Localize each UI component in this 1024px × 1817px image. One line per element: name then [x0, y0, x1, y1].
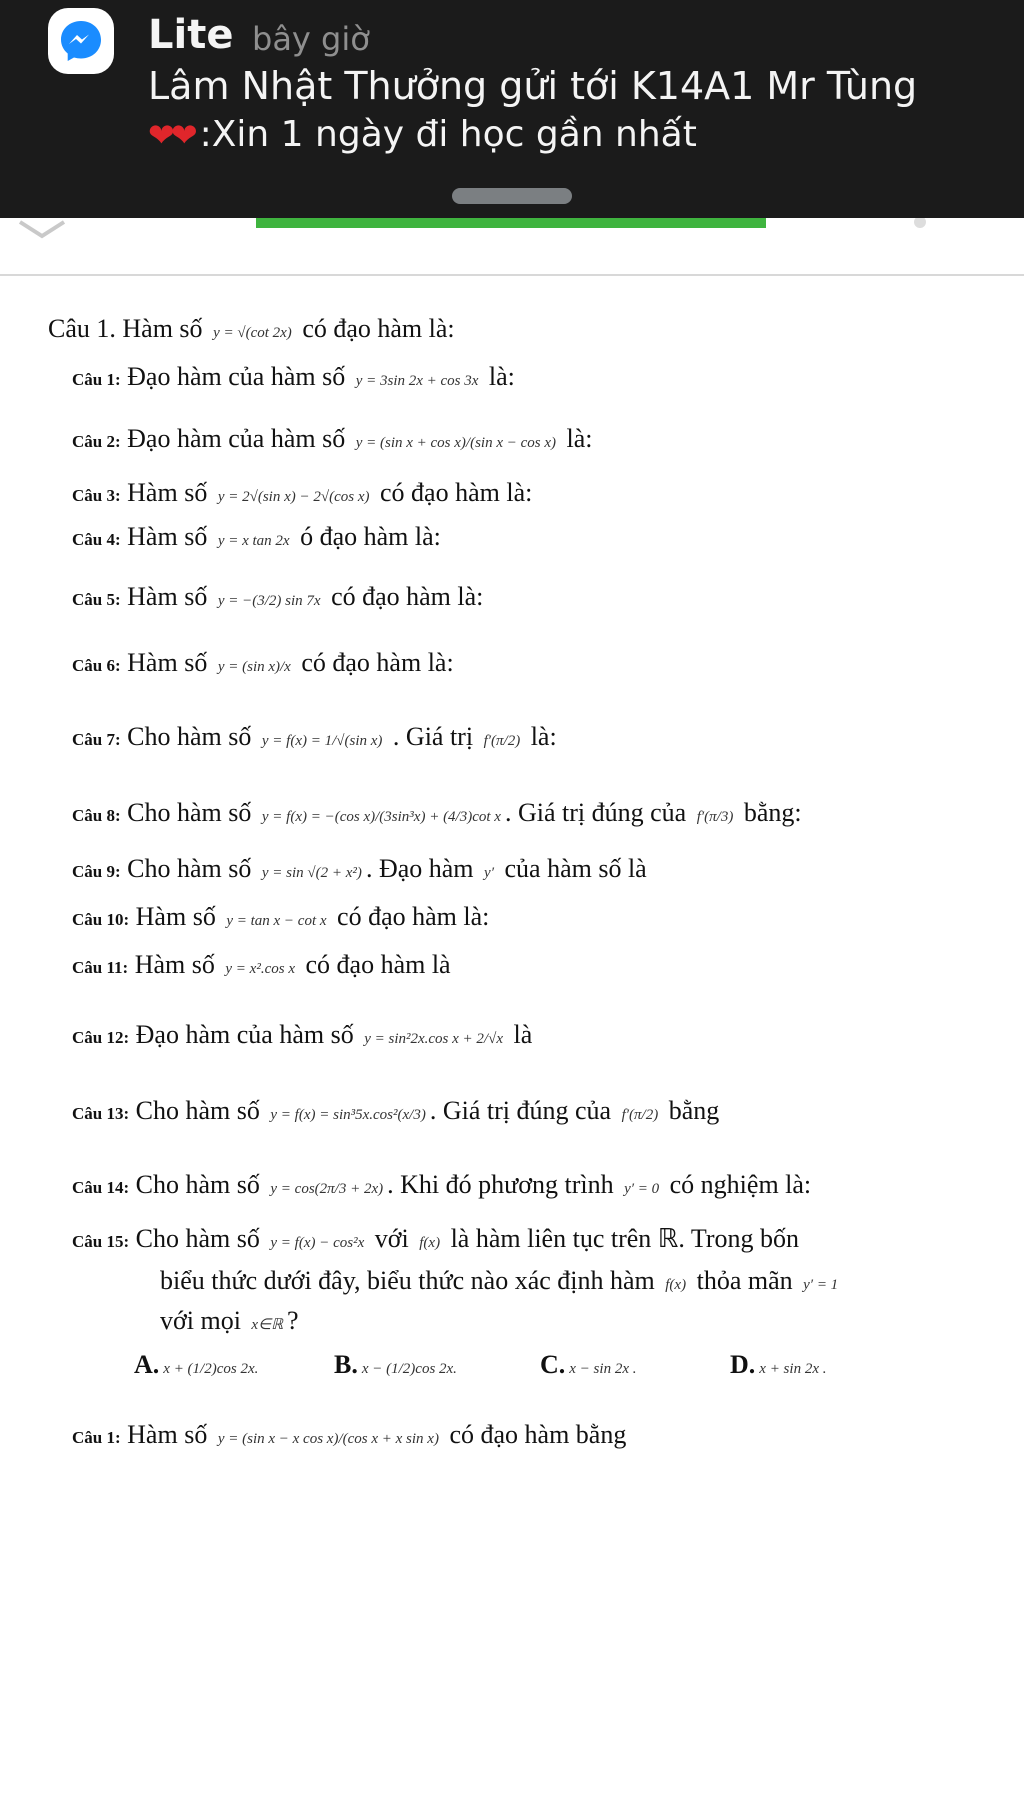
formula: f′(π/2) [483, 733, 521, 749]
notification-time: bây giờ [252, 20, 370, 58]
question-last: Câu 1: Hàm số y = (sin x − x cos x)/(cos x + x sin x) có đạo hàm bằng [72, 1420, 627, 1449]
notification-banner[interactable] [0, 0, 1024, 218]
question-10: Câu 10: Hàm số y = tan x − cot x có đạo hàm là: [72, 902, 490, 931]
question-1b: Câu 1: Đạo hàm của hàm số y = 3sin 2x + cos 3x là: [72, 362, 515, 391]
formula: f(x) [665, 1277, 687, 1293]
question-6: Câu 6: Hàm số y = (sin x)/x có đạo hàm là: [72, 648, 454, 677]
messenger-lite-icon [48, 8, 114, 74]
notification-title: Lâm Nhật Thưởng gửi tới K14A1 Mr Tùng [148, 64, 918, 108]
question-5: Câu 5: Hàm số y = −(3/2) sin 7x có đạo hàm là: [72, 582, 484, 611]
formula: x − (1/2)cos 2x. [361, 1361, 457, 1377]
formula: x + (1/2)cos 2x. [163, 1361, 259, 1377]
formula: y′ = 1 [803, 1277, 839, 1293]
question-15-line-3: với mọi x∈ℝ ? [160, 1306, 299, 1335]
divider [0, 274, 1024, 276]
formula: y′ [484, 865, 494, 881]
app-name: Lite [148, 12, 234, 58]
formula: y′ = 0 [624, 1181, 660, 1197]
notification-message [148, 114, 697, 155]
formula: y = f(x) − cos²x [270, 1235, 365, 1251]
formula: y = f(x) = −(cos x)/(3sin³x) + (4/3)cot x [261, 809, 501, 825]
formula: y = x tan 2x [217, 533, 290, 549]
question-2: Câu 2: Đạo hàm của hàm số y = (sin x + cos x)/(sin x − cos x) là: [72, 424, 593, 453]
question-1: Câu 1. Hàm số y = √(cot 2x) có đạo hàm là: [48, 314, 455, 343]
answer-b: B. x − (1/2)cos 2x. [334, 1350, 457, 1379]
formula: y = −(3/2) sin 7x [217, 593, 321, 609]
question-4: Câu 4: Hàm số y = x tan 2x ó đạo hàm là: [72, 522, 441, 551]
formula: f(x) [419, 1235, 441, 1251]
question-11: Câu 11: Hàm số y = x².cos x có đạo hàm là [72, 950, 451, 979]
formula: y = 3sin 2x + cos 3x [355, 373, 479, 389]
formula: y = f(x) = sin³5x.cos²(x/3) [270, 1107, 426, 1123]
question-12: Câu 12: Đạo hàm của hàm số y = sin²2x.cos x + 2/√x là [72, 1020, 533, 1049]
answer-c: C. x − sin 2x . [540, 1350, 637, 1379]
formula: y = tan x − cot x [226, 913, 327, 929]
question-15-line-2: biểu thức dưới đây, biểu thức nào xác định hàm f(x) thỏa mãn y′ = 1 [160, 1266, 839, 1295]
formula: y = (sin x + cos x)/(sin x − cos x) [355, 435, 557, 451]
formula: y = (sin x)/x [217, 659, 291, 675]
question-15: Câu 15: Cho hàm số y = f(x) − cos²x với f(x) là hàm liên tục trên ℝ. Trong bốn [72, 1224, 800, 1253]
formula: y = sin √(2 + x²) [261, 865, 362, 881]
formula: f′(π/2) [621, 1107, 659, 1123]
formula: y = f(x) = 1/√(sin x) [261, 733, 383, 749]
answer-d: D. x + sin 2x . [730, 1350, 827, 1379]
message-text: :Xin 1 ngày đi học gần nhất [199, 114, 697, 155]
heart-icon: ❤❤ [148, 115, 194, 154]
question-3: Câu 3: Hàm số y = 2√(sin x) − 2√(cos x) có đạo hàm là: [72, 478, 533, 507]
drag-handle[interactable] [452, 188, 572, 204]
header-strip [0, 218, 1024, 276]
answer-a: A. x + (1/2)cos 2x. [134, 1350, 259, 1379]
formula: x∈ℝ [251, 1317, 284, 1333]
formula: y = (sin x − x cos x)/(cos x + x sin x) [217, 1431, 439, 1447]
question-8: Câu 8: Cho hàm số y = f(x) = −(cos x)/(3sin³x) + (4/3)cot x . Giá trị đúng của f′(π/3) bằng: [72, 798, 802, 827]
formula: y = 2√(sin x) − 2√(cos x) [217, 489, 370, 505]
question-9: Câu 9: Cho hàm số y = sin √(2 + x²) . Đạo hàm y′ của hàm số là [72, 854, 647, 883]
formula: x + sin 2x . [759, 1361, 827, 1377]
formula: x − sin 2x . [569, 1361, 637, 1377]
formula: f′(π/3) [696, 809, 734, 825]
formula: y = sin²2x.cos x + 2/√x [364, 1031, 503, 1047]
formula: y = √(cot 2x) [213, 325, 292, 341]
formula: y = cos(2π/3 + 2x) [270, 1181, 384, 1197]
question-13: Câu 13: Cho hàm số y = f(x) = sin³5x.cos²(x/3) . Giá trị đúng của f′(π/2) bằng [72, 1096, 720, 1125]
question-7: Câu 7: Cho hàm số y = f(x) = 1/√(sin x) . Giá trị f′(π/2) là: [72, 722, 557, 751]
formula: y = x².cos x [225, 961, 295, 977]
question-14: Câu 14: Cho hàm số y = cos(2π/3 + 2x) . Khi đó phương trình y′ = 0 có nghiệm là: [72, 1170, 812, 1199]
